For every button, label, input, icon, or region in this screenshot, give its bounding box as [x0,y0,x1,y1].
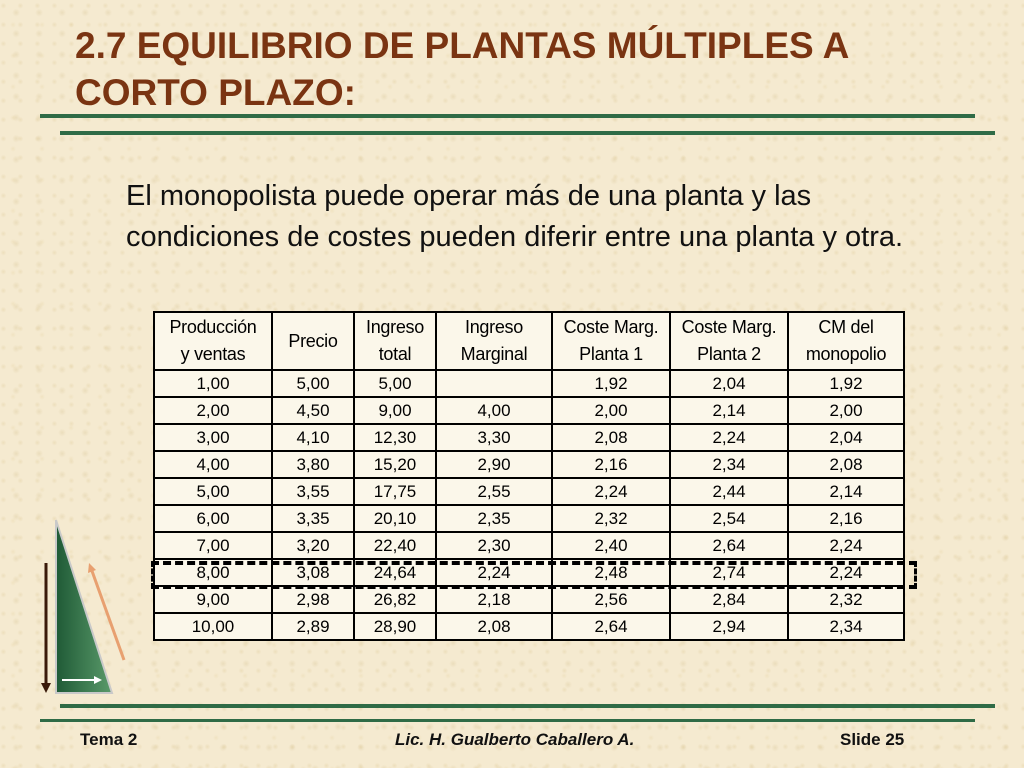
cost-table [153,311,905,641]
table-cell: 2,16 [788,505,904,532]
table-cell: 2,00 [788,397,904,424]
table-row [154,613,904,640]
table-row [154,370,904,397]
table-cell: 2,24 [788,559,904,586]
diagonal-arrow-head-icon [88,563,96,573]
table-cell: 2,24 [436,559,552,586]
table-cell: 2,34 [670,451,788,478]
table-cell: 2,64 [552,613,670,640]
highlight-dashed-box [151,561,917,589]
table-row [154,424,904,451]
table-cell: 3,20 [272,532,354,559]
header-line: Coste Marg. [563,317,659,337]
table-cell: 4,50 [272,397,354,424]
table-cell: 2,44 [670,478,788,505]
table-cell: 2,32 [788,586,904,613]
header-line: Producción [169,317,257,337]
table-cell: 3,35 [272,505,354,532]
header-line: Coste Marg. [681,317,777,337]
header-line: total [378,344,412,364]
table-cell: 3,80 [272,451,354,478]
table-cell: 15,20 [354,451,436,478]
table-cell: 2,48 [552,559,670,586]
table-cell: 2,14 [670,397,788,424]
table-cell: 5,00 [354,370,436,397]
down-arrow-head-icon [41,683,51,693]
table-cell: 1,92 [788,370,904,397]
slide-title: 2.7 EQUILIBRIO DE PLANTAS MÚLTIPLES A CORTO PLAZO: [75,25,848,113]
table-cell: 8,00 [154,559,272,586]
table-cell: 5,00 [272,370,354,397]
table-cell: 22,40 [354,532,436,559]
table-cell: 4,10 [272,424,354,451]
table-header-cell [670,312,788,370]
table-cell: 17,75 [354,478,436,505]
table-cell: 2,18 [436,586,552,613]
slide-body-text: El monopolista puede operar más de una planta y las condiciones de costes pueden diferir entre una planta y otra. [126,180,904,253]
table-cell: 2,54 [670,505,788,532]
header-line: Marginal [460,344,528,364]
table-cell: 2,24 [788,532,904,559]
table-row [154,397,904,424]
title-rule-bottom [60,131,995,135]
table-cell [436,370,552,397]
table-row [154,478,904,505]
table-cell: 2,04 [670,370,788,397]
footer-center: Lic. H. Gualberto Caballero A. [395,730,635,749]
table-cell: 28,90 [354,613,436,640]
header-line: Ingreso [366,317,424,337]
table-row [154,451,904,478]
table-header-cell [354,312,436,370]
header-line: Precio [288,330,338,351]
table-cell: 2,16 [552,451,670,478]
table-cell: 24,64 [354,559,436,586]
table-cell: 20,10 [354,505,436,532]
table-cell: 12,30 [354,424,436,451]
table-cell: 3,30 [436,424,552,451]
table-cell: 3,55 [272,478,354,505]
table-header-cell [436,312,552,370]
table-cell: 2,08 [552,424,670,451]
table-cell: 3,08 [272,559,354,586]
table-cell: 2,08 [788,451,904,478]
table-cell: 2,98 [272,586,354,613]
table-header-cell [552,312,670,370]
table-cell: 2,08 [436,613,552,640]
table-cell: 2,14 [788,478,904,505]
table-row [154,505,904,532]
table-cell: 2,00 [154,397,272,424]
header-line: Ingreso [465,317,523,337]
table-header-cell [788,312,904,370]
table-cell: 6,00 [154,505,272,532]
header-line: Planta 1 [579,344,643,364]
table-cell: 4,00 [154,451,272,478]
title-rule-top [40,114,975,118]
table-header-cell [272,312,354,370]
table-cell: 2,32 [552,505,670,532]
header-line: CM del [818,317,874,337]
table-cell: 2,04 [788,424,904,451]
footer-rule-bottom [40,719,975,722]
table-cell: 2,89 [272,613,354,640]
table-cell: 7,00 [154,532,272,559]
table-cell: 10,00 [154,613,272,640]
table-cell: 2,90 [436,451,552,478]
table-cell: 26,82 [354,586,436,613]
header-line: Planta 2 [697,344,761,364]
table-cell: 1,92 [552,370,670,397]
footer-rule-top [60,704,995,708]
table-cell: 1,00 [154,370,272,397]
table-body [154,370,904,640]
table-cell: 2,84 [670,586,788,613]
table-cell: 2,74 [670,559,788,586]
table-cell: 2,64 [670,532,788,559]
table-header-row [154,312,904,370]
header-line: y ventas [180,344,246,364]
table-cell: 2,30 [436,532,552,559]
table-cell: 9,00 [154,586,272,613]
table-cell: 9,00 [354,397,436,424]
footer-left: Tema 2 [80,730,138,749]
table-row [154,586,904,613]
table-cell: 2,40 [552,532,670,559]
table-cell: 2,56 [552,586,670,613]
table-cell: 2,94 [670,613,788,640]
header-line: monopolio [805,344,887,364]
table-header-cell [154,312,272,370]
table-cell: 3,00 [154,424,272,451]
table-cell: 2,34 [788,613,904,640]
table-cell: 2,35 [436,505,552,532]
table-cell: 2,00 [552,397,670,424]
table-cell: 2,24 [552,478,670,505]
table-cell: 5,00 [154,478,272,505]
table-cell: 2,55 [436,478,552,505]
table-cell: 2,24 [670,424,788,451]
footer-right: Slide 25 [840,730,905,749]
triangle-arrows-graphic [36,515,136,705]
table-row [154,532,904,559]
table-cell: 4,00 [436,397,552,424]
